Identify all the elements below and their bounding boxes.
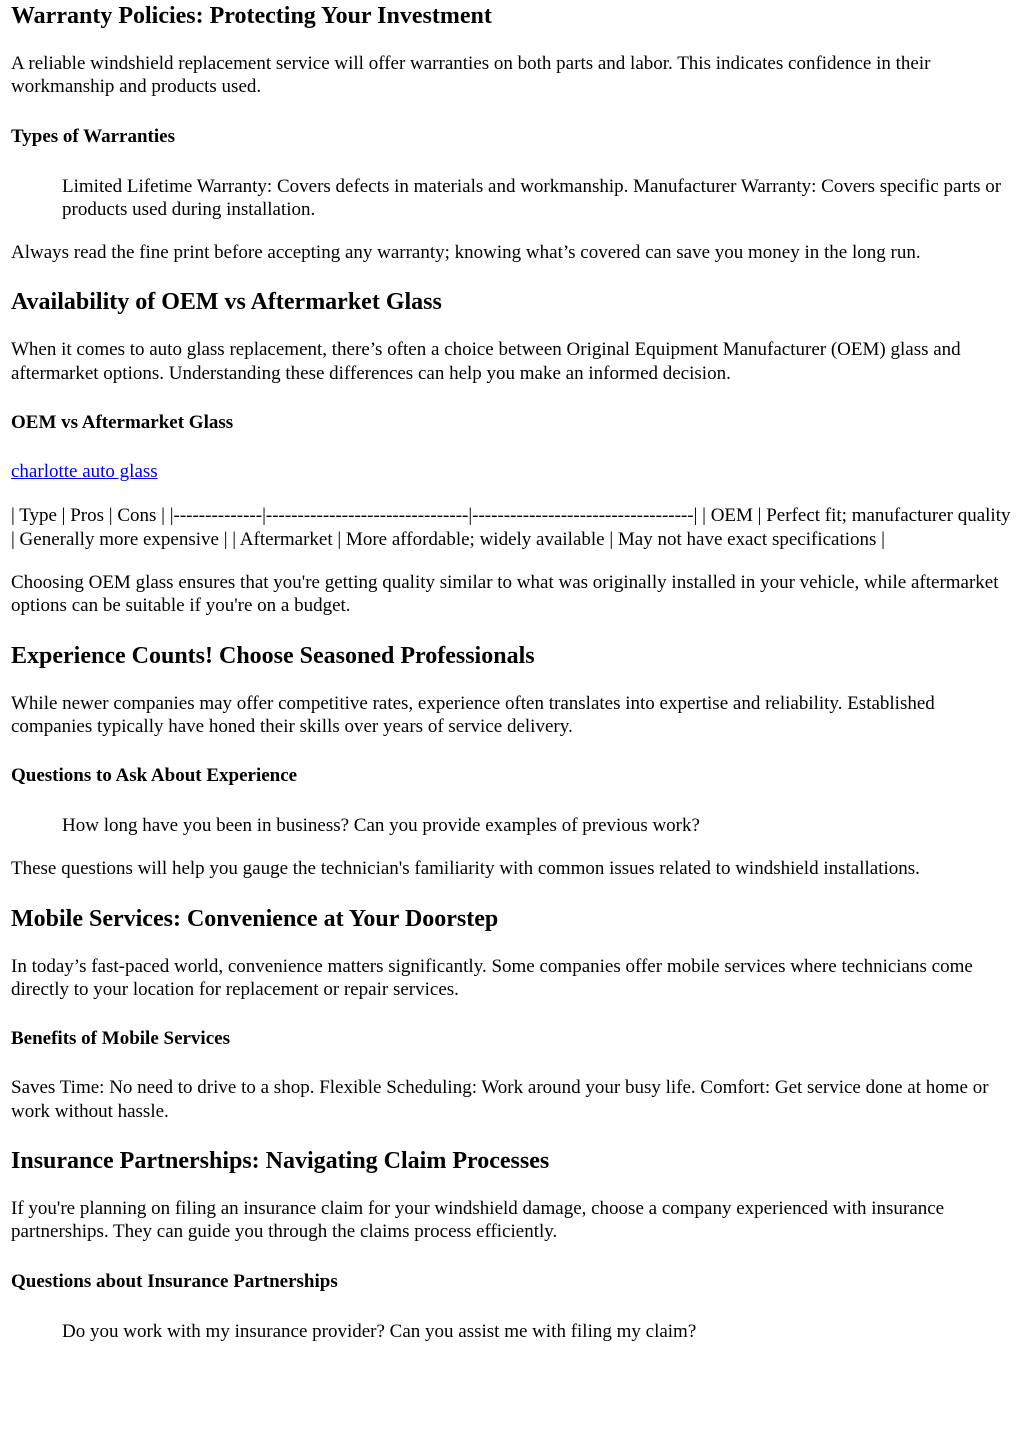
- oem-closing-paragraph: Choosing OEM glass ensures that you're getting quality similar to what was originally installed in your vehicle, while aftermarket options can be suitable if you're on a budget.: [11, 571, 999, 617]
- warranty-closing-paragraph: Always read the fine print before accepting any warranty; knowing what’s covered can save you money in the long run.: [11, 242, 921, 264]
- heading-types-of-warranties: Types of Warranties: [11, 125, 175, 147]
- heading-warranty-policies: Warranty Policies: Protecting Your Investment: [11, 3, 492, 29]
- heading-questions-about-experience: Questions to Ask About Experience: [11, 765, 298, 787]
- experience-closing-paragraph: These questions will help you gauge the technician's familiarity with common issues related to windshield installations.: [11, 858, 920, 880]
- warranty-types-quote: Limited Lifetime Warranty: Covers defects in materials and workmanship. Manufacturer Warranty: Covers specific parts or products used during installation.: [62, 175, 1002, 220]
- oem-intro-paragraph: When it comes to auto glass replacement, there’s often a choice between Original Equipment Manufacturer (OEM) glass and aftermarket options. Understanding these differences can help you make an informed decision.: [11, 339, 961, 384]
- experience-questions-quote: How long have you been in business? Can you provide examples of previous work?: [62, 815, 700, 837]
- heading-oem-vs-aftermarket-glass: OEM vs Aftermarket Glass: [11, 412, 234, 434]
- comparison-table-text: | Type | Pros | Cons | |--------------|--------------------------------|-----------------------------------| | OEM | Perfect fit; manufacturer quality | Generally more expensive | | Aftermarket | More affordable; widely available | May not have exact specifications |: [11, 505, 1011, 550]
- insurance-questions-quote: Do you work with my insurance provider? Can you assist me with filing my claim?: [62, 1320, 697, 1342]
- mobile-benefits-paragraph: Saves Time: No need to drive to a shop. Flexible Scheduling: Work around your busy life. Comfort: Get service done at home or work without hassle.: [11, 1077, 989, 1122]
- warranty-intro-paragraph: A reliable windshield replacement service will offer warranties on both parts and labor. This indicates confidence in their workmanship and products used.: [11, 53, 931, 98]
- insurance-intro-paragraph: If you're planning on filing an insurance claim for your windshield damage, choose a company experienced with insurance partnerships. They can guide you through the claims process efficiently.: [11, 1197, 945, 1243]
- heading-insurance-partnerships: Insurance Partnerships: Navigating Claim Processes: [11, 1147, 550, 1174]
- charlotte-auto-glass-link[interactable]: charlotte auto glass: [11, 461, 158, 483]
- heading-experience-counts: Experience Counts! Choose Seasoned Professionals: [11, 642, 535, 669]
- link-paragraph: [11, 460, 1016, 483]
- experience-intro-paragraph: While newer companies may offer competitive rates, experience often translates into expertise and reliability. Established companies typically have honed their skills over years of service delivery.: [11, 692, 935, 737]
- heading-questions-about-insurance: Questions about Insurance Partnerships: [11, 1270, 338, 1292]
- heading-benefits-of-mobile-services: Benefits of Mobile Services: [11, 1028, 230, 1050]
- heading-oem-vs-aftermarket: Availability of OEM vs Aftermarket Glass: [11, 289, 442, 316]
- mobile-intro-paragraph: In today’s fast-paced world, convenience matters significantly. Some companies offer mobile services where technicians come directly to your location for replacement or repair services.: [11, 955, 973, 1001]
- heading-mobile-services: Mobile Services: Convenience at Your Doorstep: [11, 905, 499, 932]
- article: [0, 2, 1024, 1343]
